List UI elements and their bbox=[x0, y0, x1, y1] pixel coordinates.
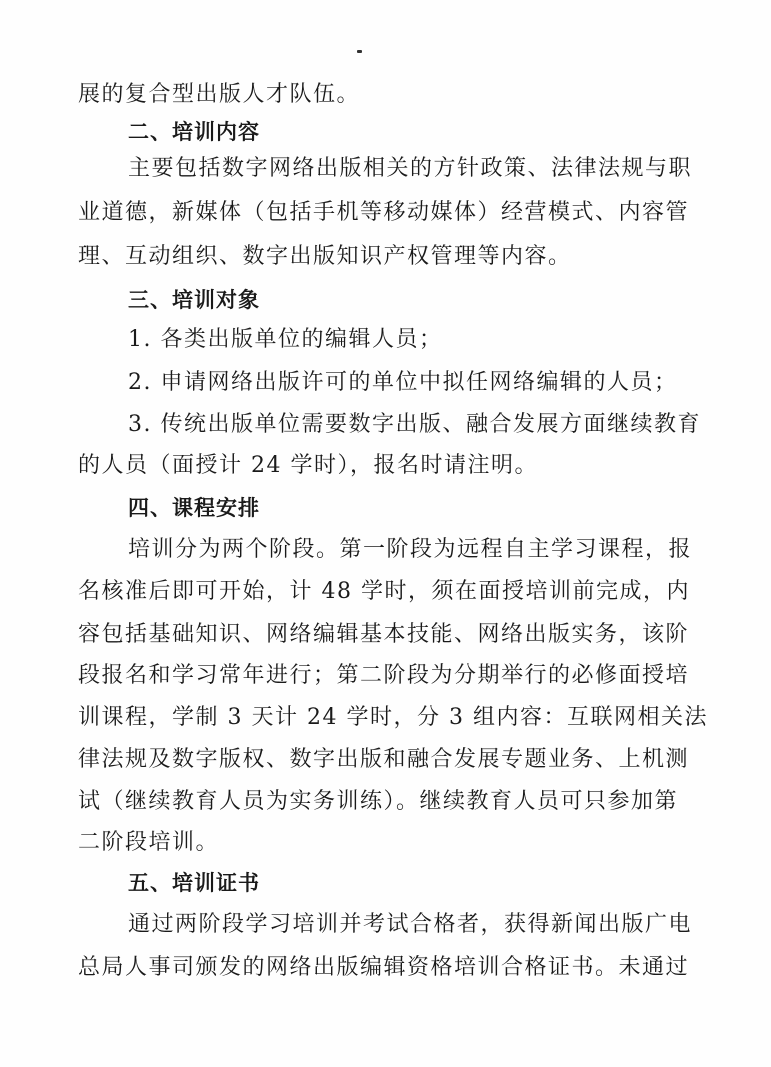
body-line: 通过两阶段学习培训并考试合格者，获得新闻出版广电 bbox=[128, 912, 693, 937]
scan-speck bbox=[357, 50, 362, 53]
body-line: 律法规及数字版权、数字出版和融合发展专题业务、上机测 bbox=[78, 747, 690, 772]
section-heading-audience: 三、培训对象 bbox=[128, 288, 260, 312]
body-line: 展的复合型出版人才队伍。 bbox=[78, 82, 361, 107]
body-line: 主要包括数字网络出版相关的方针政策、法律法规与职 bbox=[128, 156, 693, 181]
section-heading-certificate: 五、培训证书 bbox=[128, 871, 260, 895]
body-line: 二阶段培训。 bbox=[78, 830, 220, 855]
body-line: 试（继续教育人员为实务训练）。继续教育人员可只参加第 bbox=[78, 789, 679, 814]
body-line: 的人员（面授计 24 学时），报名时请注明。 bbox=[78, 453, 538, 478]
body-line: 总局人事司颁发的网络出版编辑资格培训合格证书。未通过 bbox=[78, 955, 690, 980]
list-item: 1. 各类出版单位的编辑人员； bbox=[128, 327, 443, 352]
body-line: 训课程，学制 3 天计 24 学时，分 3 组内容：互联网相关法 bbox=[78, 705, 708, 730]
list-item: 2. 申请网络出版许可的单位中拟任网络编辑的人员； bbox=[128, 370, 678, 395]
body-line: 理、互动组织、数字出版知识产权管理等内容。 bbox=[78, 244, 572, 269]
section-heading-schedule: 四、课程安排 bbox=[128, 496, 260, 520]
body-line: 名核准后即可开始，计 48 学时，须在面授培训前完成，内 bbox=[78, 579, 690, 604]
body-line: 培训分为两个阶段。第一阶段为远程自主学习课程，报 bbox=[128, 537, 693, 562]
section-heading-content: 二、培训内容 bbox=[128, 120, 260, 144]
body-line: 容包括基础知识、网络编辑基本技能、网络出版实务，该阶 bbox=[78, 622, 690, 647]
list-item: 3. 传统出版单位需要数字出版、融合发展方面继续教育 bbox=[128, 412, 701, 437]
body-line: 段报名和学习常年进行；第二阶段为分期举行的必修面授培 bbox=[78, 663, 690, 688]
body-line: 业道德，新媒体（包括手机等移动媒体）经营模式、内容管 bbox=[78, 200, 690, 225]
